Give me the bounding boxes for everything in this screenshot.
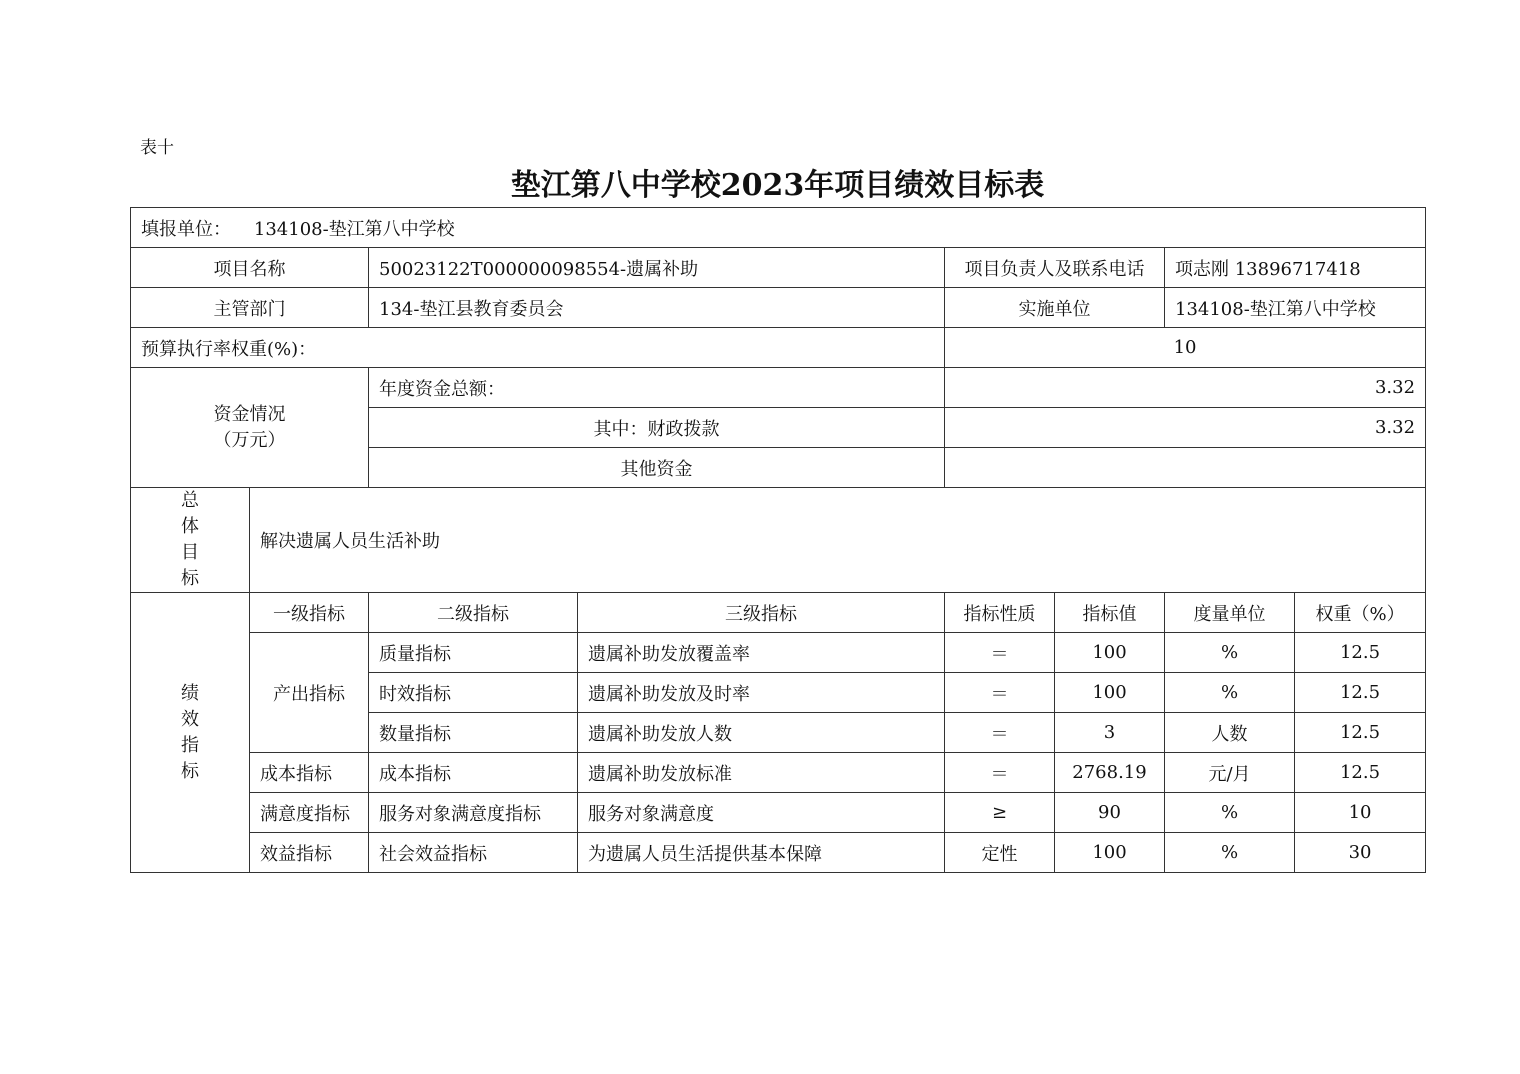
level3-cell: 服务对象满意度	[578, 793, 945, 833]
level3-cell: 为遗属人员生活提供基本保障	[578, 833, 945, 873]
budget-weight-row	[131, 328, 1426, 368]
value-cell: 2768.19	[1055, 753, 1165, 793]
fill-unit-row	[131, 208, 1426, 248]
weight-cell: 30	[1295, 833, 1426, 873]
overall-goal-label	[131, 488, 250, 593]
impl-label: 实施单位	[945, 288, 1165, 328]
table-row	[131, 633, 1426, 673]
overall-goal-char: 标	[181, 568, 199, 589]
funds-label-line2: （万元）	[213, 429, 286, 451]
level3-cell: 遗属补助发放人数	[578, 713, 945, 753]
overall-goal-char: 体	[181, 516, 199, 537]
indicators-char: 指	[181, 734, 199, 756]
weight-cell: 12.5	[1295, 673, 1426, 713]
level2-cell: 服务对象满意度指标	[369, 793, 578, 833]
unit-cell: 元/月	[1165, 753, 1295, 793]
unit-cell: 人数	[1165, 713, 1295, 753]
project-name-row	[131, 248, 1426, 288]
unit-cell: %	[1165, 673, 1295, 713]
annual-funds-value: 3.32	[945, 368, 1426, 408]
fill-unit-value: 134108-垫江第八中学校	[253, 218, 455, 240]
value-cell: 100	[1055, 673, 1165, 713]
level2-cell: 社会效益指标	[369, 833, 578, 873]
weight-cell: 12.5	[1295, 753, 1426, 793]
level2-cell: 时效指标	[369, 673, 578, 713]
table-number: 表十	[140, 138, 174, 158]
project-name-value: 50023122T000000098554-遗属补助	[369, 248, 945, 288]
header-weight: 权重（%）	[1295, 593, 1426, 633]
value-cell: 90	[1055, 793, 1165, 833]
impl-value: 134108-垫江第八中学校	[1165, 288, 1426, 328]
level2-cell: 成本指标	[369, 753, 578, 793]
header-level2: 二级指标	[369, 593, 578, 633]
header-unit: 度量单位	[1165, 593, 1295, 633]
nature-cell: ＝	[945, 673, 1055, 713]
unit-cell: %	[1165, 633, 1295, 673]
indicator-header-row	[131, 593, 1426, 633]
table-row	[131, 833, 1426, 873]
department-row	[131, 288, 1426, 328]
fill-unit-cell	[131, 208, 1426, 248]
value-cell: 3	[1055, 713, 1165, 753]
table-row	[131, 793, 1426, 833]
indicators-char: 标	[181, 760, 199, 782]
fill-unit-label: 填报单位：	[141, 218, 231, 240]
performance-target-table	[130, 207, 1426, 873]
annual-funds-label: 年度资金总额：	[369, 368, 945, 408]
funds-label-line1: 资金情况	[213, 403, 286, 425]
fiscal-funds-label: 其中：财政拨款	[369, 408, 945, 448]
weight-cell: 10	[1295, 793, 1426, 833]
other-funds-label: 其他资金	[369, 448, 945, 488]
unit-cell: %	[1165, 833, 1295, 873]
value-cell: 100	[1055, 833, 1165, 873]
output-group-label: 产出指标	[250, 633, 369, 753]
dept-value: 134-垫江县教育委员会	[369, 288, 945, 328]
header-level1: 一级指标	[250, 593, 369, 633]
nature-cell: ＝	[945, 753, 1055, 793]
overall-goal-text: 解决遗属人员生活补助	[250, 488, 1426, 593]
level2-cell: 数量指标	[369, 713, 578, 753]
weight-cell: 12.5	[1295, 633, 1426, 673]
budget-weight-label: 预算执行率权重(%)：	[131, 328, 945, 368]
contact-value: 项志刚 13896717418	[1165, 248, 1426, 288]
indicators-char: 绩	[181, 682, 199, 704]
overall-goal-char: 目	[181, 542, 199, 563]
page-title: 垫江第八中学校2023年项目绩效目标表	[510, 168, 1045, 203]
level3-cell: 遗属补助发放及时率	[578, 673, 945, 713]
nature-cell: ＝	[945, 633, 1055, 673]
other-funds-value	[945, 448, 1426, 488]
header-nature: 指标性质	[945, 593, 1055, 633]
header-value: 指标值	[1055, 593, 1165, 633]
funds-annual-row	[131, 368, 1426, 408]
budget-weight-value: 10	[945, 328, 1426, 368]
level1-cell: 效益指标	[250, 833, 369, 873]
level1-cell: 成本指标	[250, 753, 369, 793]
nature-cell: ≥	[945, 793, 1055, 833]
indicators-char: 效	[181, 708, 199, 730]
project-name-label: 项目名称	[131, 248, 369, 288]
dept-label: 主管部门	[131, 288, 369, 328]
level3-cell: 遗属补助发放覆盖率	[578, 633, 945, 673]
header-level3: 三级指标	[578, 593, 945, 633]
funds-label	[131, 368, 369, 488]
overall-goal-char: 总	[181, 490, 199, 511]
value-cell: 100	[1055, 633, 1165, 673]
nature-cell: 定性	[945, 833, 1055, 873]
weight-cell: 12.5	[1295, 713, 1426, 753]
indicators-label	[131, 593, 250, 873]
nature-cell: ＝	[945, 713, 1055, 753]
fiscal-funds-value: 3.32	[945, 408, 1426, 448]
level2-cell: 质量指标	[369, 633, 578, 673]
contact-label: 项目负责人及联系电话	[945, 248, 1165, 288]
table-row	[131, 753, 1426, 793]
unit-cell: %	[1165, 793, 1295, 833]
overall-goal-row	[131, 488, 1426, 593]
level3-cell: 遗属补助发放标准	[578, 753, 945, 793]
level1-cell: 满意度指标	[250, 793, 369, 833]
